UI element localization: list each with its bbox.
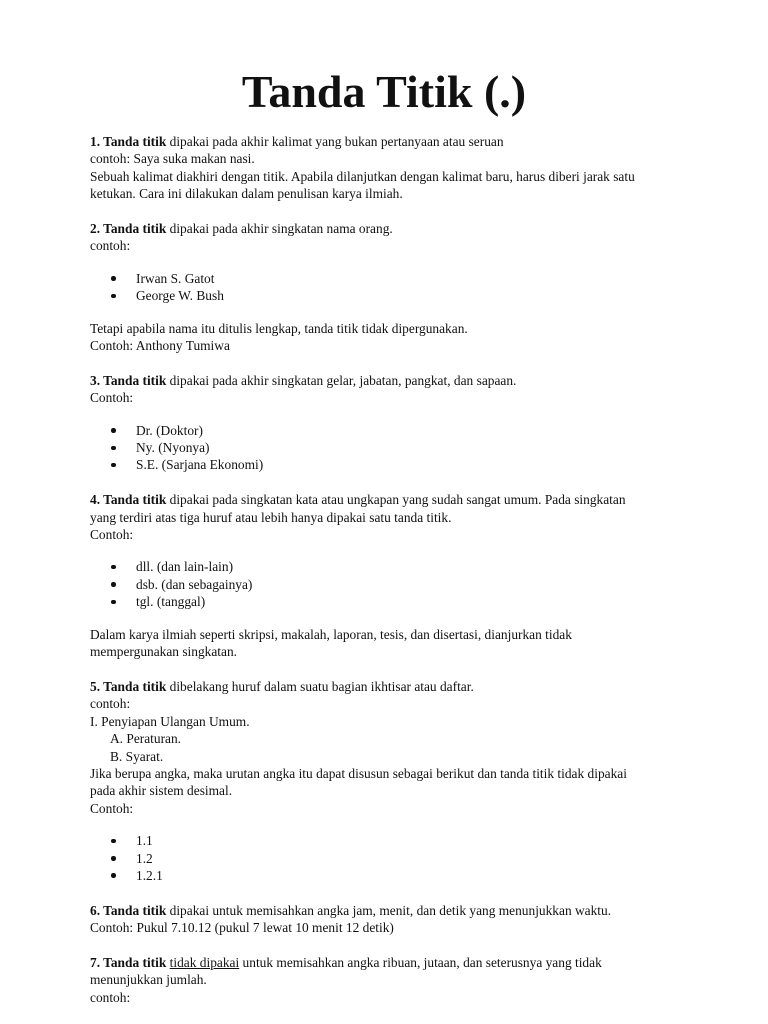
section-number: 7. bbox=[90, 954, 101, 970]
section-1-intro: dipakai pada akhir kalimat yang bukan pertanyaan atau seruan bbox=[166, 134, 504, 149]
section-4-list bbox=[90, 558, 720, 610]
section-4-note-line-1: Dalam karya ilmiah seperti skripsi, makalah, laporan, tesis, dan disertasi, dianjurkan tidak bbox=[90, 626, 572, 642]
section-1-note-line-2: ketukan. Cara ini dilakukan dalam penulisan karya ilmiah. bbox=[90, 186, 403, 202]
document-body bbox=[90, 133, 720, 1006]
term-label: Tanda titik bbox=[103, 221, 167, 237]
page-title: Tanda Titik (.) bbox=[241, 66, 527, 117]
list-item: S.E. (Sarjana Ekonomi) bbox=[90, 456, 720, 473]
section-5-intro: dibelakang huruf dalam suatu bagian ikhtisar atau daftar. bbox=[166, 678, 474, 694]
list-item: George W. Bush bbox=[90, 287, 720, 304]
outline-sub-item-a: A. Peraturan. bbox=[110, 731, 182, 747]
section-1-heading bbox=[90, 133, 720, 150]
section-number: 1. bbox=[90, 134, 101, 149]
section-number: 6. bbox=[90, 902, 101, 918]
term-label: Tanda titik bbox=[103, 902, 167, 918]
section-4 bbox=[90, 491, 720, 660]
term-label: Tanda titik bbox=[103, 492, 167, 508]
outline-main-item: I. Penyiapan Ulangan Umum. bbox=[90, 713, 250, 729]
section-3-intro: dipakai pada akhir singkatan gelar, jabatan, pangkat, dan sapaan. bbox=[166, 372, 517, 388]
section-number: 3. bbox=[90, 372, 101, 388]
section-5-note-line-1: Jika berupa angka, maka urutan angka itu dapat disusun sebagai berikut dan tanda titik tidak dipakai bbox=[90, 765, 627, 781]
section-5-heading bbox=[90, 678, 720, 695]
section-3-heading bbox=[90, 372, 720, 389]
list-item: Irwan S. Gatot bbox=[90, 270, 720, 287]
section-4-intro-line-2: yang terdiri atas tiga huruf atau lebih hanya dipakai satu tanda titik. bbox=[90, 509, 452, 525]
section-number: 5. bbox=[90, 678, 101, 694]
section-6-intro: dipakai untuk memisahkan angka jam, menit, dan detik yang menunjukkan waktu. bbox=[166, 902, 612, 918]
section-5-note-line-2: pada akhir sistem desimal. bbox=[90, 783, 233, 799]
term-label: Tanda titik bbox=[103, 372, 167, 388]
list-item: dll. (dan lain-lain) bbox=[90, 558, 720, 575]
section-number: 2. bbox=[90, 221, 101, 237]
section-5 bbox=[90, 678, 720, 884]
list-item: 1.2 bbox=[90, 850, 720, 867]
list-item: tgl. (tanggal) bbox=[90, 593, 720, 610]
section-4-note-line-2: mempergunakan singkatan. bbox=[90, 644, 238, 660]
section-4-example-label: Contoh: bbox=[90, 527, 134, 543]
section-3-list bbox=[90, 422, 720, 474]
section-7 bbox=[90, 954, 720, 1006]
section-5-example-label-2: Contoh: bbox=[90, 800, 134, 816]
section-7-intro: untuk memisahkan angka ribuan, jutaan, dan seterusnya yang tidak bbox=[239, 954, 602, 970]
section-3 bbox=[90, 372, 720, 474]
section-2-intro: dipakai pada akhir singkatan nama orang. bbox=[166, 221, 393, 237]
section-4-intro: dipakai pada singkatan kata atau ungkapan yang sudah sangat umum. Pada singkatan bbox=[166, 492, 626, 508]
section-5-example-label: contoh: bbox=[90, 696, 131, 712]
list-item: Ny. (Nyonya) bbox=[90, 439, 720, 456]
section-3-example-label: Contoh: bbox=[90, 390, 134, 406]
term-label: Tanda titik bbox=[103, 134, 167, 149]
section-6-example: Contoh: Pukul 7.10.12 (pukul 7 lewat 10 menit 12 detik) bbox=[90, 920, 394, 936]
outline-sub-item-b: B. Syarat. bbox=[110, 748, 164, 764]
list-item: Dr. (Doktor) bbox=[90, 422, 720, 439]
section-7-heading bbox=[90, 954, 720, 971]
list-item: dsb. (dan sebagainya) bbox=[90, 576, 720, 593]
section-1-note-line-1: Sebuah kalimat diakhiri dengan titik. Apabila dilanjutkan dengan kalimat baru, harus diberi jarak satu bbox=[90, 168, 635, 184]
section-2-example-label: contoh: bbox=[90, 238, 131, 254]
section-7-intro-line-2: menunjukkan jumlah. bbox=[90, 972, 207, 988]
section-7-example-label: contoh: bbox=[90, 989, 131, 1005]
section-2-list bbox=[90, 270, 720, 305]
underlined-phrase: tidak dipakai bbox=[169, 954, 240, 970]
section-number: 4. bbox=[90, 492, 101, 508]
section-1 bbox=[90, 133, 720, 203]
section-2-heading bbox=[90, 220, 720, 237]
section-2-note-example: Contoh: Anthony Tumiwa bbox=[90, 338, 230, 354]
section-4-heading bbox=[90, 491, 720, 508]
section-5-list bbox=[90, 832, 720, 884]
term-label: Tanda titik bbox=[103, 678, 167, 694]
list-item: 1.2.1 bbox=[90, 867, 720, 884]
list-item: 1.1 bbox=[90, 832, 720, 849]
term-label: Tanda titik bbox=[103, 954, 167, 970]
section-2-note: Tetapi apabila nama itu ditulis lengkap, tanda titik tidak dipergunakan. bbox=[90, 320, 468, 336]
section-6-heading bbox=[90, 902, 720, 919]
section-1-example: contoh: Saya suka makan nasi. bbox=[90, 151, 255, 167]
section-6 bbox=[90, 902, 720, 937]
section-2 bbox=[90, 220, 720, 354]
